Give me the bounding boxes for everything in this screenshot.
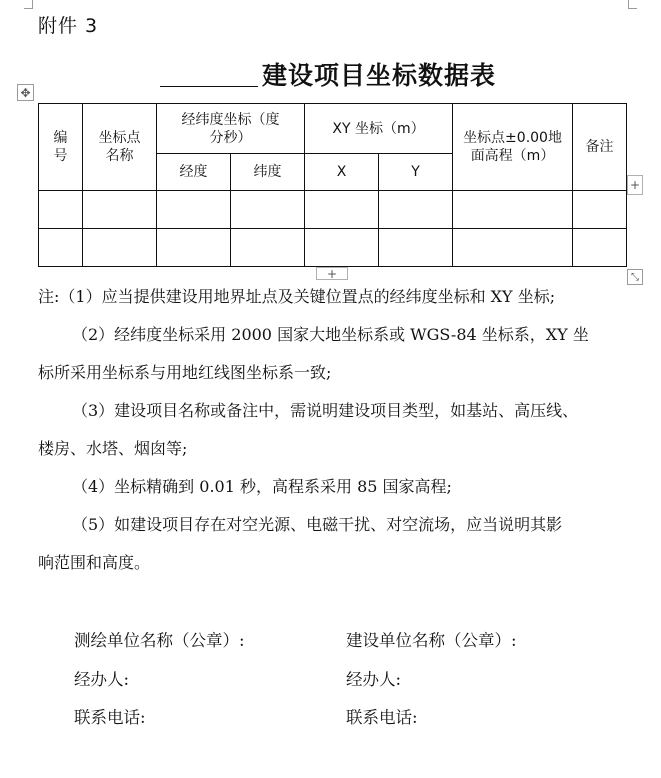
header-xy: XY 坐标（m） <box>305 104 453 154</box>
table-cell[interactable] <box>379 191 453 229</box>
header-elevation: 坐标点±0.00地面高程（m） <box>453 104 573 191</box>
page-corner-mark-left <box>24 0 33 9</box>
add-column-icon[interactable]: + <box>627 175 643 195</box>
phone-label-left: 联系电话: <box>74 708 146 727</box>
page-corner-mark-right <box>628 0 637 9</box>
table-cell[interactable] <box>157 229 231 267</box>
page-title: 建设项目坐标数据表 <box>262 61 497 90</box>
note-3-cont: 楼房、水塔、烟囱等; <box>38 439 188 458</box>
table-cell[interactable] <box>83 191 157 229</box>
header-x: X <box>305 154 379 191</box>
table-cell[interactable] <box>39 191 83 229</box>
table-cell[interactable] <box>573 229 627 267</box>
table-cell[interactable] <box>453 191 573 229</box>
note-4: （4）坐标精确到 0.01 秒，高程系采用 85 国家高程; <box>72 477 452 496</box>
table-cell[interactable] <box>453 229 573 267</box>
table-cell[interactable] <box>573 191 627 229</box>
survey-unit-label: 测绘单位名称（公章）: <box>74 631 245 650</box>
attachment-label: 附件 3 <box>38 15 99 37</box>
table-cell[interactable] <box>231 229 305 267</box>
header-remark: 备注 <box>573 104 627 191</box>
header-latlon: 经纬度坐标（度分秒） <box>157 104 305 154</box>
note-5: （5）如建设项目存在对空光源、电磁干扰、对空流场，应当说明其影 <box>72 515 563 534</box>
note-5-cont: 响范围和高度。 <box>38 553 151 572</box>
note-1: 注:（1）应当提供建设用地界址点及关键位置点的经纬度坐标和 XY 坐标; <box>38 287 556 306</box>
note-2: （2）经纬度坐标采用 2000 国家大地坐标系或 WGS-84 坐标系，XY 坐 <box>72 325 589 344</box>
note-3: （3）建设项目名称或备注中，需说明建设项目类型，如基站、高压线、 <box>72 401 579 420</box>
table-resize-icon[interactable]: ⤡ <box>627 269 643 285</box>
table-cell[interactable] <box>39 229 83 267</box>
table-move-icon[interactable]: ✥ <box>17 84 34 101</box>
handler-label-right: 经办人: <box>346 670 402 689</box>
phone-label-right: 联系电话: <box>346 708 418 727</box>
title-area <box>0 52 661 92</box>
table-cell[interactable] <box>83 229 157 267</box>
header-number: 编号 <box>39 104 83 191</box>
header-point-name: 坐标点名称 <box>83 104 157 191</box>
title-blank-line <box>160 86 258 87</box>
table-row <box>39 229 627 267</box>
note-2-cont: 标所采用坐标系与用地红线图坐标系一致; <box>38 363 332 382</box>
build-unit-label: 建设单位名称（公章）: <box>346 631 517 650</box>
header-longitude: 经度 <box>157 154 231 191</box>
coordinate-table <box>38 103 627 267</box>
table-cell[interactable] <box>231 191 305 229</box>
add-row-icon[interactable]: + <box>316 267 348 280</box>
table-cell[interactable] <box>305 191 379 229</box>
notes-section <box>38 278 630 582</box>
handler-label-left: 经办人: <box>74 670 130 689</box>
table-cell[interactable] <box>157 191 231 229</box>
table-row <box>39 191 627 229</box>
table-cell[interactable] <box>305 229 379 267</box>
header-latitude: 纬度 <box>231 154 305 191</box>
header-y: Y <box>379 154 453 191</box>
table-cell[interactable] <box>379 229 453 267</box>
